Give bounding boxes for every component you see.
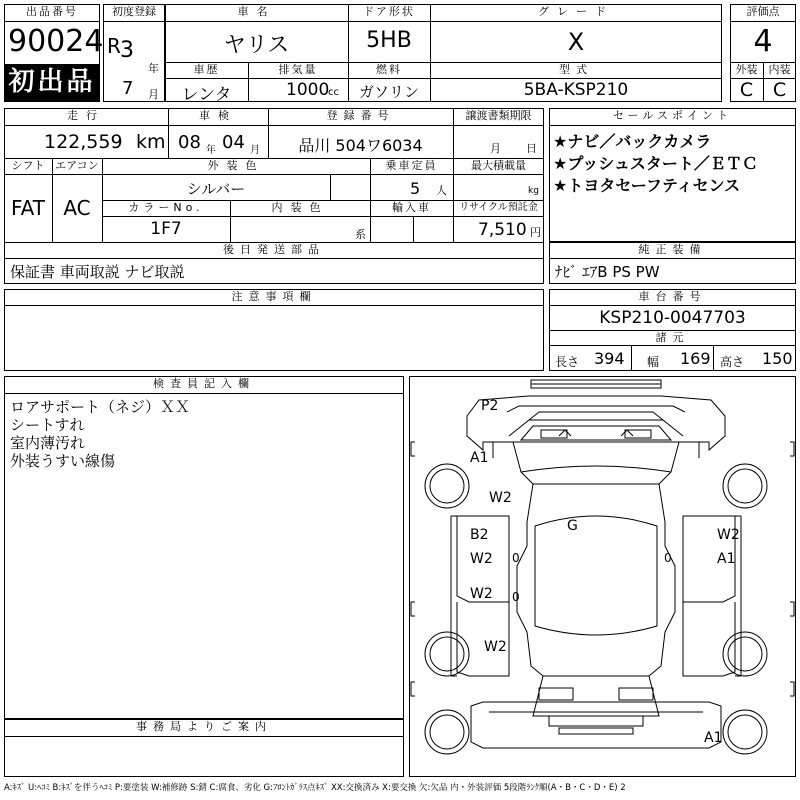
interior-label: 内装: [768, 63, 791, 76]
damage-mark-zero-left: 0: [512, 551, 520, 565]
transfer-label: 譲渡書類期限: [465, 109, 532, 122]
displacement-label: 排気量: [278, 63, 318, 76]
length-value: 394: [594, 349, 625, 368]
score-label: 評価点: [746, 5, 780, 18]
office-label: 事務局よりご案内: [136, 720, 272, 733]
displacement: 1000: [286, 80, 330, 100]
capacity-unit: 人: [436, 184, 447, 197]
length-label: 長さ: [555, 355, 580, 369]
damage-mark-b2: B2: [470, 527, 489, 543]
grade: X: [567, 28, 585, 56]
exterior-color: シルバー: [186, 180, 246, 198]
dims-label: 諸元: [655, 331, 690, 344]
damage-mark-w2-front-left: W2: [489, 490, 512, 506]
damage-mark-a1-right: A1: [717, 551, 736, 567]
damage-mark-a1-front: A1: [470, 450, 489, 466]
score-value: 4: [753, 24, 773, 59]
chassis-label: 車台番号: [638, 290, 707, 303]
inspector-line-2: シートすれ: [10, 416, 85, 434]
int-color-unit: 系: [355, 228, 366, 241]
month-unit: 月: [148, 88, 159, 101]
exterior-score: C: [739, 79, 754, 101]
registration-label: 登録番号: [326, 109, 395, 122]
model-code: 5BA-KSP210: [523, 80, 629, 100]
inspection-year: 08: [178, 132, 201, 153]
equipment-list: ﾅﾋﾞ ｴｱB PS PW: [555, 263, 660, 281]
fuel-label: 燃料: [376, 63, 402, 76]
later-parts: 保証書 車両取説 ナビ取説: [10, 263, 185, 281]
transfer-day-unit: 日: [526, 142, 537, 155]
int-color-label: 内装色: [271, 201, 329, 214]
shift-type: FAT: [10, 196, 45, 220]
car-history: レンタ: [181, 85, 232, 105]
fuel-type: ガソリン: [358, 83, 419, 101]
height-value: 150: [762, 349, 793, 368]
damage-mark-zero-right: 0: [664, 551, 672, 565]
sales-point-2: ★プッシュスタート／ＥＴＣ: [553, 154, 758, 173]
sales-points-label: セールスポイント: [612, 109, 732, 122]
damage-mark-a1-rear: A1: [704, 730, 723, 746]
mileage-label: 走行: [67, 109, 105, 122]
car-diagram-drawing: [409, 376, 796, 777]
inspection-label: 車検: [199, 109, 237, 122]
height-label: 高さ: [720, 355, 745, 369]
year-unit: 年: [148, 62, 159, 75]
first-listing-label: 初出品: [8, 67, 96, 97]
notes-label: 注意事項欄: [231, 290, 317, 303]
legend-footer: A:ｷｽﾞ U:ﾍｺﾐ B:ｷｽﾞを伴うﾍｺﾐ P:要塗装 W:補修跡 S:錆 C:腐食、劣化 G:ﾌﾛﾝﾄｶﾞﾗｽ点ｷｽﾞ XX:交換済み X:要交換 欠:欠品 内・外装評価 5段階ﾗﾝｸ順(A・B・C・D・E) 2: [4, 783, 626, 793]
damage-mark-w2-right-front: W2: [717, 527, 740, 543]
max-load-label: 最大積載量: [471, 159, 526, 172]
capacity-label: 乗車定員: [385, 159, 438, 172]
door-shape: 5HB: [366, 28, 412, 53]
registration-number: 品川 504ワ6034: [298, 136, 423, 155]
inspection-month-unit: 月: [250, 145, 260, 156]
damage-mark-w2-rear-left: W2: [484, 639, 507, 655]
color-no-label: カラーNo.: [128, 201, 204, 214]
inspector-line-1: ロアサポート（ネジ）ＸＸ: [10, 398, 191, 416]
mileage-unit: km: [136, 131, 166, 153]
era-mark: R: [107, 34, 121, 58]
capacity: 5: [410, 179, 421, 198]
damage-mark-g: G: [567, 518, 578, 534]
damage-mark-w2-left-rear: W2: [470, 586, 493, 602]
lot-number-label: 出品番号: [26, 5, 78, 18]
damage-mark-p2: P2: [481, 398, 499, 414]
width-label: 幅: [647, 355, 660, 369]
first-registration-label: 初度登録: [112, 5, 156, 18]
model-label: 型式: [559, 63, 593, 76]
first-reg-month: 7: [122, 78, 134, 99]
door-label: ドア形状: [363, 5, 415, 18]
mileage: 122,559: [44, 131, 123, 153]
car-name: ヤリス: [223, 33, 290, 58]
import-label: 輸入車: [392, 201, 431, 214]
transfer-month-unit: 月: [490, 142, 501, 155]
exterior-label: 外装: [735, 63, 758, 76]
interior-score: C: [772, 79, 787, 101]
shift-label: シフト: [11, 159, 45, 172]
color-number: 1F7: [150, 219, 182, 239]
first-reg-year: 3: [120, 38, 134, 63]
recycle-amount: 7,510: [478, 220, 527, 240]
sales-point-1: ★ナビ／バックカメラ: [553, 132, 712, 151]
equipment-label: 純正装備: [638, 243, 707, 256]
sales-point-3: ★トヨタセーフティセンス: [553, 176, 741, 195]
ac-type: AC: [63, 196, 91, 220]
lot-number: 90024: [8, 24, 104, 59]
inspection-year-unit: 年: [206, 145, 216, 156]
ext-color-label: 外装色: [207, 159, 265, 172]
recycle-label: リサイクル預託金: [459, 202, 538, 213]
inspector-label: 検査員記入欄: [153, 377, 255, 390]
grade-label: グレード: [538, 5, 614, 18]
inspector-line-4: 外装うすい線傷: [10, 452, 116, 470]
displacement-unit: cc: [328, 87, 339, 98]
width-value: 169: [680, 349, 711, 368]
later-parts-label: 後日発送部品: [223, 243, 325, 256]
inspection-month: 04: [222, 132, 245, 153]
car-name-label: 車名: [237, 5, 276, 18]
ac-label: エアコン: [55, 159, 99, 172]
damage-mark-w2-left-door: W2: [470, 551, 493, 567]
max-load-unit: kg: [528, 186, 539, 196]
chassis-number: KSP210-0047703: [599, 308, 746, 328]
inspector-line-3: 室内薄汚れ: [10, 434, 86, 452]
history-label: 車歴: [193, 63, 220, 76]
damage-mark-zero-rear: 0: [512, 590, 520, 604]
recycle-unit: 円: [530, 226, 541, 239]
